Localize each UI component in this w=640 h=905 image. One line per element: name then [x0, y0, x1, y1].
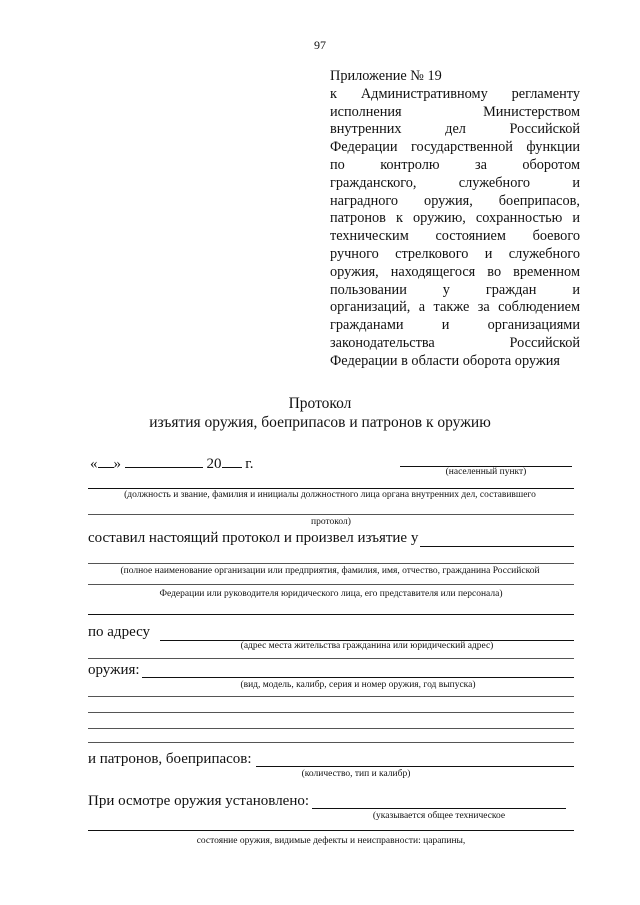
appendix-line: оружия, находящегося во временном — [330, 263, 580, 280]
official-caption-1: (должность и звание, фамилия и инициалы должностного лица органа внутренних дел, составившего — [124, 490, 536, 500]
appendix-line: Федерации государственной функции — [330, 139, 580, 156]
inspection-field[interactable] — [312, 808, 566, 809]
appendix-line: техническим состоянием боевого — [330, 228, 580, 245]
ammo-field[interactable] — [256, 766, 574, 767]
appendix-line: исполнения Министерством — [330, 103, 580, 120]
weapon-field[interactable] — [142, 677, 574, 678]
compiled-text: составил настоящий протокол и произвел изъятие у — [88, 530, 419, 546]
protocol-subtitle: изъятия оружия, боеприпасов и патронов к оружию — [149, 414, 491, 431]
official-field-2[interactable] — [88, 514, 574, 515]
inspection-caption-1: (указывается общее техническое — [372, 811, 506, 821]
appendix-line: по контролю за оборотом — [330, 156, 580, 173]
appendix-line: к Административному регламенту — [330, 85, 580, 102]
date-year-prefix: 20 — [206, 456, 222, 472]
date-row — [90, 453, 253, 473]
official-caption-2: протокол) — [311, 517, 351, 527]
weapon-field-3[interactable] — [88, 712, 574, 713]
date-year-suffix: г. — [245, 456, 254, 472]
inspection-field-2[interactable] — [88, 830, 574, 831]
appendix-block — [330, 68, 580, 371]
person-caption-1: (полное наименование организации или предприятия, фамилия, имя, отчество, гражданина Российской — [120, 566, 540, 576]
weapon-caption: (вид, модель, калибр, серия и номер оружия, год выпуска) — [240, 680, 476, 690]
address-field-2[interactable] — [88, 658, 574, 659]
appendix-line: законодательства Российской — [330, 334, 580, 351]
locality-caption: (населенный пункт) — [445, 467, 527, 477]
appendix-line: пользовании у граждан и — [330, 281, 580, 298]
appendix-line: гражданами и организациями — [330, 317, 580, 334]
appendix-title: Приложение № 19 — [330, 68, 442, 84]
weapon-label: оружия: — [88, 662, 140, 678]
official-field[interactable] — [88, 488, 574, 489]
inspection-label: При осмотре оружия установлено: — [88, 793, 310, 809]
appendix-line: внутренних дел Российской — [330, 121, 580, 138]
page-number: 97 — [314, 38, 326, 52]
date-month-field[interactable] — [125, 453, 203, 468]
ammo-caption: (количество, тип и калибр) — [301, 769, 411, 779]
seized-from-field-4[interactable] — [88, 614, 574, 615]
appendix-line: Федерации в области оборота оружия — [330, 352, 560, 369]
weapon-field-5[interactable] — [88, 742, 574, 743]
protocol-title: Протокол — [288, 395, 352, 412]
seized-from-field-3[interactable] — [88, 584, 574, 585]
weapon-field-2[interactable] — [88, 696, 574, 697]
ammo-label: и патронов, боеприпасов: — [88, 751, 252, 767]
date-close-quote: » — [113, 456, 121, 472]
seized-from-field-2[interactable] — [88, 563, 574, 564]
seized-from-field[interactable] — [420, 546, 574, 547]
date-day-field[interactable] — [98, 453, 114, 468]
appendix-line: наградного оружия, боеприпасов, — [330, 192, 580, 209]
appendix-line: патронов к оружию, сохранностью и — [330, 210, 580, 227]
person-caption-2: Федерации или руководителя юридического лица, его представителя или персонала) — [159, 589, 503, 599]
weapon-field-4[interactable] — [88, 728, 574, 729]
address-label: по адресу — [88, 624, 151, 640]
address-caption: (адрес места жительства гражданина или юридический адрес) — [240, 641, 494, 651]
appendix-line: гражданского, служебного и — [330, 174, 580, 191]
appendix-line: ручного стрелкового и служебного — [330, 245, 580, 262]
date-year-field[interactable] — [222, 453, 242, 468]
date-open-quote: « — [90, 456, 98, 472]
inspection-caption-2: состояние оружия, видимые дефекты и неисправности: царапины, — [196, 836, 466, 846]
appendix-line: организаций, а также за соблюдением — [330, 299, 580, 316]
